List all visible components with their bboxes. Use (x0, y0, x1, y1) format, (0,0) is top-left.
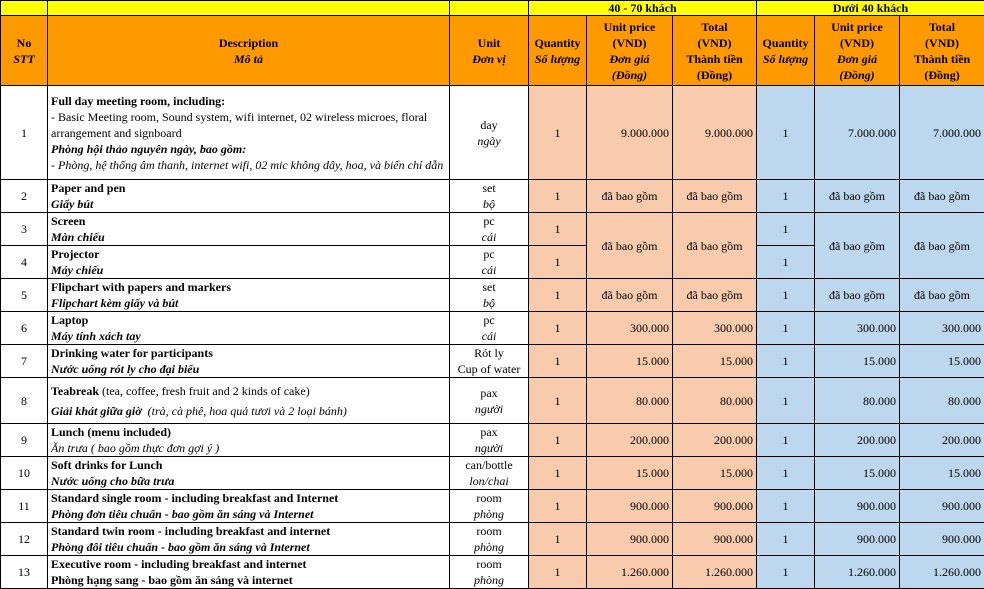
table-row (1, 424, 984, 457)
unit-vi: lon/chai (453, 473, 525, 489)
unit-price-1: 80.000 (587, 378, 673, 424)
header-description: Description Mô tả (48, 16, 450, 86)
quantity-2: 1 (757, 345, 815, 378)
table-row (1, 279, 984, 312)
unit-price-2: 15.000 (815, 345, 900, 378)
unit-en: can/bottle (453, 457, 525, 473)
quantity-2: 1 (757, 86, 815, 180)
unit (450, 246, 529, 279)
total-2: 15.000 (900, 345, 984, 378)
total-2: 900.000 (900, 490, 984, 523)
total-2: 80.000 (900, 378, 984, 424)
unit (450, 523, 529, 556)
unit (450, 490, 529, 523)
unit-price-2: 900.000 (815, 490, 900, 523)
unit (450, 378, 529, 424)
row-number: 13 (1, 556, 48, 589)
unit (450, 279, 529, 312)
description (48, 213, 450, 246)
row-number: 10 (1, 457, 48, 490)
unit-en: pc (453, 246, 525, 262)
desc-vi-detail: (trà, cà phê, hoa quả tươi và 2 loại bánh) (142, 404, 347, 418)
total-1: đã bao gồm (673, 213, 757, 279)
unit (450, 312, 529, 345)
row-number: 3 (1, 213, 48, 246)
table-row (1, 490, 984, 523)
quantity-2: 1 (757, 279, 815, 312)
unit-price-1: 15.000 (587, 457, 673, 490)
quantity-1: 1 (529, 556, 587, 589)
unit-price-1: đã bao gồm (587, 180, 673, 213)
unit-price-2: 80.000 (815, 378, 900, 424)
header-quantity: Quantity Số lượng (529, 16, 587, 86)
desc-en: Full day meeting room, including: (51, 93, 446, 109)
desc-en: Soft drinks for Lunch (51, 457, 446, 473)
unit-en: room (453, 490, 525, 506)
description (48, 312, 450, 345)
quantity-1: 1 (529, 246, 587, 279)
total-1: 1.260.000 (673, 556, 757, 589)
row-number: 8 (1, 378, 48, 424)
description (48, 86, 450, 180)
unit-en: day (453, 117, 525, 133)
quantity-1: 1 (529, 312, 587, 345)
unit (450, 424, 529, 457)
table-row (1, 457, 984, 490)
unit-vi: phòng (453, 506, 525, 522)
description (48, 246, 450, 279)
header-quantity-2: Quantity Số lượng (757, 16, 815, 86)
group-under-40: Dưới 40 khách (757, 1, 984, 16)
unit (450, 86, 529, 180)
desc-en: Lunch (menu included) (51, 424, 446, 440)
quantity-2: 1 (757, 490, 815, 523)
unit-price-2: 7.000.000 (815, 86, 900, 180)
quantity-1: 1 (529, 279, 587, 312)
unit-vi: ngày (453, 133, 525, 149)
desc-vi: Máy chiếu (51, 262, 446, 278)
unit-price-2: đã bao gồm (815, 279, 900, 312)
unit-vi: bộ (453, 295, 525, 311)
header-total: Total (VND) Thành tiền (Đồng) (673, 16, 757, 86)
total-1: 80.000 (673, 378, 757, 424)
table-row (1, 180, 984, 213)
total-2: đã bao gồm (900, 213, 984, 279)
quantity-2: 1 (757, 180, 815, 213)
desc-en: Drinking water for participants (51, 345, 446, 361)
total-2: 200.000 (900, 424, 984, 457)
description (48, 457, 450, 490)
desc-en: Flipchart with papers and markers (51, 279, 446, 295)
desc-en-detail: - Basic Meeting room, Sound system, wifi internet, 02 wireless microes, floral arrangement and signboard (51, 109, 446, 141)
unit-price-2: đã bao gồm (815, 180, 900, 213)
header-no: No STT (1, 16, 48, 86)
unit-price-2: 300.000 (815, 312, 900, 345)
description (48, 523, 450, 556)
unit-en: pax (453, 424, 525, 440)
unit-en: pc (453, 213, 525, 229)
unit-en: pax (453, 385, 525, 401)
total-2: 300.000 (900, 312, 984, 345)
description (48, 424, 450, 457)
header-total-2: Total (VND) Thành tiền (Đồng) (900, 16, 984, 86)
quantity-2: 1 (757, 457, 815, 490)
quantity-1: 1 (529, 345, 587, 378)
description (48, 378, 450, 424)
table-row (1, 86, 984, 180)
desc-en: Teabreak (51, 384, 99, 398)
quantity-1: 1 (529, 424, 587, 457)
total-1: 900.000 (673, 490, 757, 523)
quantity-1: 1 (529, 86, 587, 180)
total-2: 1.260.000 (900, 556, 984, 589)
quantity-1: 1 (529, 213, 587, 246)
unit-vi: phòng (453, 572, 525, 588)
header-unit-price: Unit price (VND) Đơn giá (Đồng) (587, 16, 673, 86)
unit-price-2: đã bao gồm (815, 213, 900, 279)
desc-vi: Nước uống cho bữa trưa (51, 473, 446, 489)
desc-vi: Ăn trưa ( bao gồm thực đơn gợi ý ) (51, 440, 446, 456)
quantity-2: 1 (757, 424, 815, 457)
header-unit: Unit Đơn vị (450, 16, 529, 86)
desc-en: Screen (51, 213, 446, 229)
row-number: 6 (1, 312, 48, 345)
desc-vi: Giải khát giữa giờ (51, 404, 142, 418)
total-1: 300.000 (673, 312, 757, 345)
total-1: 15.000 (673, 345, 757, 378)
quantity-2: 1 (757, 523, 815, 556)
table-row (1, 378, 984, 424)
total-1: 15.000 (673, 457, 757, 490)
unit-vi: bộ (453, 196, 525, 212)
quantity-1: 1 (529, 378, 587, 424)
total-2: 7.000.000 (900, 86, 984, 180)
desc-en-detail: (tea, coffee, fresh fruit and 2 kinds of cake) (99, 384, 310, 398)
desc-en: Standard twin room - including breakfast and internet (51, 523, 446, 539)
unit-en: set (453, 279, 525, 295)
desc-vi: Phòng hạng sang - bao gồm ăn sáng và internet (51, 572, 446, 588)
group-40-70: 40 - 70 khách (529, 1, 757, 16)
unit-vi: phòng (453, 539, 525, 555)
quantity-1: 1 (529, 490, 587, 523)
row-number: 9 (1, 424, 48, 457)
desc-vi: Giấy bút (51, 196, 446, 212)
total-1: 200.000 (673, 424, 757, 457)
desc-en: Laptop (51, 312, 446, 328)
row-number: 12 (1, 523, 48, 556)
unit-vi: người (453, 401, 525, 417)
quantity-2: 1 (757, 213, 815, 246)
total-2: 15.000 (900, 457, 984, 490)
unit-vi: cái (453, 262, 525, 278)
column-header-row (1, 16, 984, 86)
unit-price-1: 900.000 (587, 523, 673, 556)
unit-vi: cái (453, 229, 525, 245)
total-1: đã bao gồm (673, 180, 757, 213)
quantity-2: 1 (757, 312, 815, 345)
unit-price-1: đã bao gồm (587, 213, 673, 279)
unit-price-1: 900.000 (587, 490, 673, 523)
total-1: đã bao gồm (673, 279, 757, 312)
quantity-1: 1 (529, 523, 587, 556)
unit-price-2: 15.000 (815, 457, 900, 490)
total-1: 9.000.000 (673, 86, 757, 180)
unit-vi: cái (453, 328, 525, 344)
desc-vi: Phòng đơn tiêu chuẩn - bao gồm ăn sáng và Internet (51, 506, 446, 522)
unit-en: room (453, 556, 525, 572)
row-number: 11 (1, 490, 48, 523)
desc-vi: Nước uống rót ly cho đại biểu (51, 361, 446, 377)
row-number: 5 (1, 279, 48, 312)
total-2: 900.000 (900, 523, 984, 556)
unit (450, 345, 529, 378)
table-row (1, 523, 984, 556)
unit-price-1: 300.000 (587, 312, 673, 345)
description (48, 180, 450, 213)
unit-price-2: 1.260.000 (815, 556, 900, 589)
total-2: đã bao gồm (900, 279, 984, 312)
description (48, 490, 450, 523)
unit-price-1: 9.000.000 (587, 86, 673, 180)
desc-en: Paper and pen (51, 180, 446, 196)
unit (450, 180, 529, 213)
description (48, 279, 450, 312)
unit-price-2: 200.000 (815, 424, 900, 457)
row-number: 2 (1, 180, 48, 213)
desc-vi: Phòng hội thảo nguyên ngày, bao gồm: (51, 141, 446, 157)
table-row (1, 312, 984, 345)
quantity-2: 1 (757, 378, 815, 424)
desc-vi-detail: - Phòng, hệ thống âm thanh, internet wifi, 02 mic không dây, hoa, và biển chỉ dẫn (51, 157, 446, 173)
table-row (1, 556, 984, 589)
unit-vi: người (453, 440, 525, 456)
group-header-row (1, 1, 984, 16)
unit-vi: Cup of water (453, 361, 525, 377)
desc-vi: Phòng đôi tiêu chuẩn - bao gồm ăn sáng và Internet (51, 539, 446, 555)
unit-price-2: 900.000 (815, 523, 900, 556)
unit-en: set (453, 180, 525, 196)
unit (450, 213, 529, 246)
unit-price-1: 200.000 (587, 424, 673, 457)
unit-price-1: 15.000 (587, 345, 673, 378)
total-2: đã bao gồm (900, 180, 984, 213)
table-row (1, 345, 984, 378)
desc-en: Executive room - including breakfast and internet (51, 556, 446, 572)
desc-en: Standard single room - including breakfast and Internet (51, 490, 446, 506)
description (48, 556, 450, 589)
quantity-1: 1 (529, 180, 587, 213)
quantity-1: 1 (529, 457, 587, 490)
unit-en: room (453, 523, 525, 539)
row-number: 1 (1, 86, 48, 180)
quantity-2: 1 (757, 556, 815, 589)
unit (450, 457, 529, 490)
desc-vi: Màn chiếu (51, 229, 446, 245)
unit (450, 556, 529, 589)
quantity-2: 1 (757, 246, 815, 279)
row-number: 7 (1, 345, 48, 378)
desc-en: Projector (51, 246, 446, 262)
unit-en: Rót ly (453, 345, 525, 361)
total-1: 900.000 (673, 523, 757, 556)
desc-vi: Flipchart kèm giấy và bút (51, 295, 446, 311)
header-unit-price-2: Unit price (VND) Đơn giá (Đồng) (815, 16, 900, 86)
unit-price-1: 1.260.000 (587, 556, 673, 589)
description (48, 345, 450, 378)
row-number: 4 (1, 246, 48, 279)
unit-en: pc (453, 312, 525, 328)
unit-price-1: đã bao gồm (587, 279, 673, 312)
desc-vi: Máy tính xách tay (51, 328, 446, 344)
table-row (1, 213, 984, 246)
